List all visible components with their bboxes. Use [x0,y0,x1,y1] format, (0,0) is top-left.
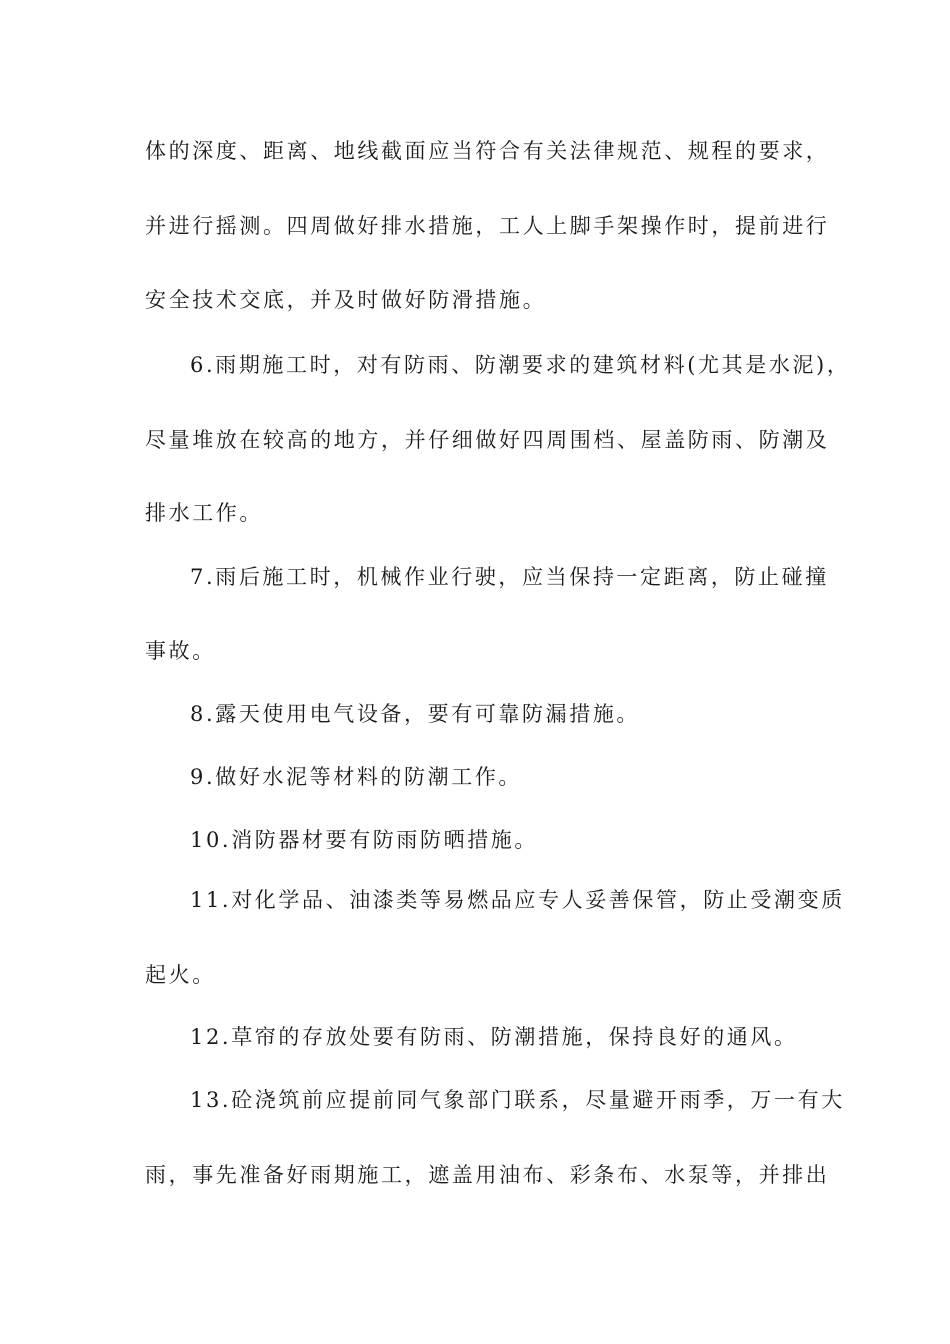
item-13-line-1: 13.砼浇筑前应提前同气象部门联系，尽量避开雨季，万一有大 [190,1088,845,1112]
text-line-1: 体的深度、距离、地线截面应当符合有关法律规范、规程的要求， [145,139,830,163]
text-line-3: 安全技术交底，并及时做好防滑措施。 [145,288,547,312]
item-10-line: 10.消防器材要有防雨防晒措施。 [190,828,538,852]
text-line-2: 并进行摇测。四周做好排水措施，工人上脚手架操作时，提前进行 [145,214,830,238]
item-9-line: 9.做好水泥等材料的防潮工作。 [190,765,523,789]
item-11-line-1: 11.对化学品、油漆类等易燃品应专人妥善保管，防止受潮变质 [190,888,845,912]
item-13-line-2: 雨，事先准备好雨期施工，遮盖用油布、彩条布、水泵等，并排出 [145,1163,830,1187]
item-7-line-2: 事故。 [145,639,216,663]
item-6-line-3: 排水工作。 [145,501,263,525]
item-8-line: 8.露天使用电气设备，要有可靠防漏措施。 [190,702,641,726]
item-6-line-2: 尽量堆放在较高的地方，并仔细做好四周围档、屋盖防雨、防潮及 [145,428,830,452]
item-7-line-1: 7.雨后施工时，机械作业行驶，应当保持一定距离，防止碰撞 [190,565,829,589]
item-11-line-2: 起火。 [145,963,216,987]
item-12-line: 12.草帘的存放处要有防雨、防潮措施，保持良好的通风。 [190,1025,798,1049]
item-6-line-1: 6.雨期施工时，对有防雨、防潮要求的建筑材料(尤其是水泥)， [190,353,851,377]
